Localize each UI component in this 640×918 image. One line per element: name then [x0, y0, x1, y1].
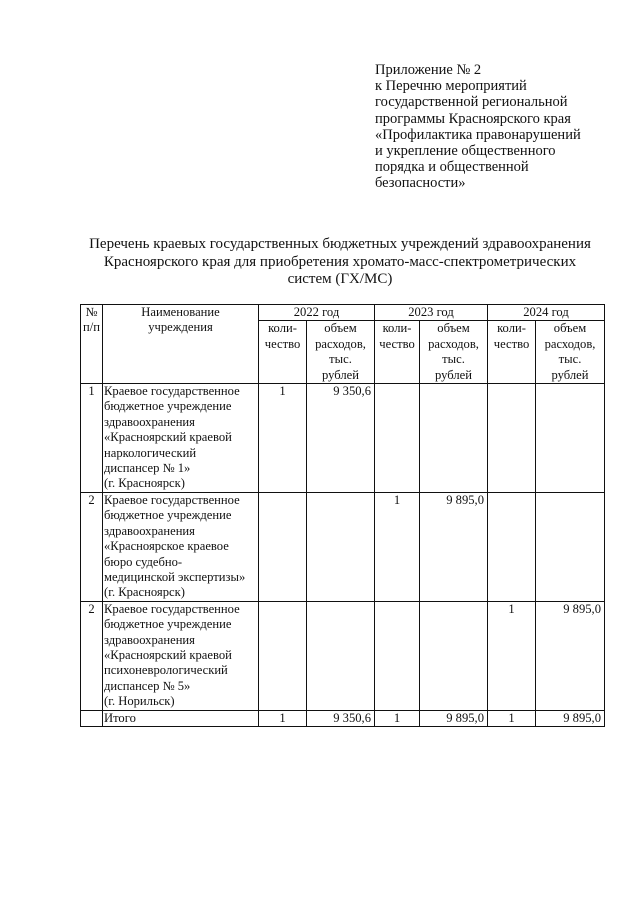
row-cost-2023: 9 895,0 [420, 492, 488, 601]
total-qty-2024: 1 [488, 710, 536, 726]
institutions-table [80, 304, 605, 727]
row-name: Краевое государственное бюджетное учреждение здравоохранения «Красноярское краевое бюро судебно- медицинской экспертизы» (г. Красноярск) [103, 492, 259, 601]
appendix-line: Приложение № 2 [375, 62, 482, 78]
total-cost-2022: 9 350,6 [307, 710, 375, 726]
row-qty-2022: 1 [259, 384, 307, 493]
total-qty-2023: 1 [375, 710, 420, 726]
table-row [81, 601, 605, 710]
row-num: 1 [81, 384, 103, 493]
row-num: 2 [81, 601, 103, 710]
appendix-line: к Перечню мероприятий [375, 78, 527, 95]
row-cost-2023 [420, 384, 488, 493]
row-qty-2024 [488, 384, 536, 493]
row-cost-2022 [307, 601, 375, 710]
total-qty-2022: 1 [259, 710, 307, 726]
row-cost-2023 [420, 601, 488, 710]
title-line: Перечень краевых государственных бюджетных учреждений здравоохранения [89, 236, 591, 252]
row-num: 2 [81, 492, 103, 601]
header-year-2024: 2024 год [488, 305, 605, 321]
document-title [60, 236, 620, 289]
header-qty: коли- чество [375, 321, 420, 384]
header-qty: коли- чество [259, 321, 307, 384]
row-qty-2023: 1 [375, 492, 420, 601]
header-cost: объем расходов, тыс. рублей [420, 321, 488, 384]
header-num: № п/п [81, 305, 103, 384]
total-cost-2024: 9 895,0 [536, 710, 605, 726]
table-row [81, 492, 605, 601]
row-cost-2024: 9 895,0 [536, 601, 605, 710]
row-cost-2022: 9 350,6 [307, 384, 375, 493]
row-qty-2023 [375, 384, 420, 493]
total-row [81, 710, 605, 726]
appendix-line: государственной региональной [375, 94, 568, 111]
header-year-2022: 2022 год [259, 305, 375, 321]
total-num [81, 710, 103, 726]
total-label: Итого [103, 710, 259, 726]
row-name: Краевое государственное бюджетное учреждение здравоохранения «Красноярский краевой психоневрологический диспансер № 5» (г. Норильск) [103, 601, 259, 710]
appendix-line: безопасности» [375, 175, 466, 192]
header-cost: объем расходов, тыс. рублей [307, 321, 375, 384]
row-cost-2022 [307, 492, 375, 601]
appendix-line: программы Красноярского края [375, 110, 571, 127]
row-qty-2023 [375, 601, 420, 710]
header-cost: объем расходов, тыс. рублей [536, 321, 605, 384]
title-line: Красноярского края для приобретения хромато-масс-спектрометрических [103, 253, 577, 270]
row-qty-2022 [259, 492, 307, 601]
header-row-years [81, 305, 605, 321]
title-line: систем (ГХ/МС) [287, 271, 393, 287]
total-cost-2023: 9 895,0 [420, 710, 488, 726]
appendix-note [375, 62, 615, 192]
row-qty-2022 [259, 601, 307, 710]
header-year-2023: 2023 год [375, 305, 488, 321]
header-qty: коли- чество [488, 321, 536, 384]
table-row [81, 384, 605, 493]
row-cost-2024 [536, 384, 605, 493]
header-name: Наименование учреждения [103, 305, 259, 384]
row-cost-2024 [536, 492, 605, 601]
row-qty-2024: 1 [488, 601, 536, 710]
row-name: Краевое государственное бюджетное учреждение здравоохранения «Красноярский краевой наркологический диспансер № 1» (г. Красноярск) [103, 384, 259, 493]
appendix-line: «Профилактика правонарушений [375, 126, 581, 143]
appendix-line: и укрепление общественного [375, 143, 556, 160]
appendix-line: порядка и общественной [375, 159, 529, 176]
row-qty-2024 [488, 492, 536, 601]
